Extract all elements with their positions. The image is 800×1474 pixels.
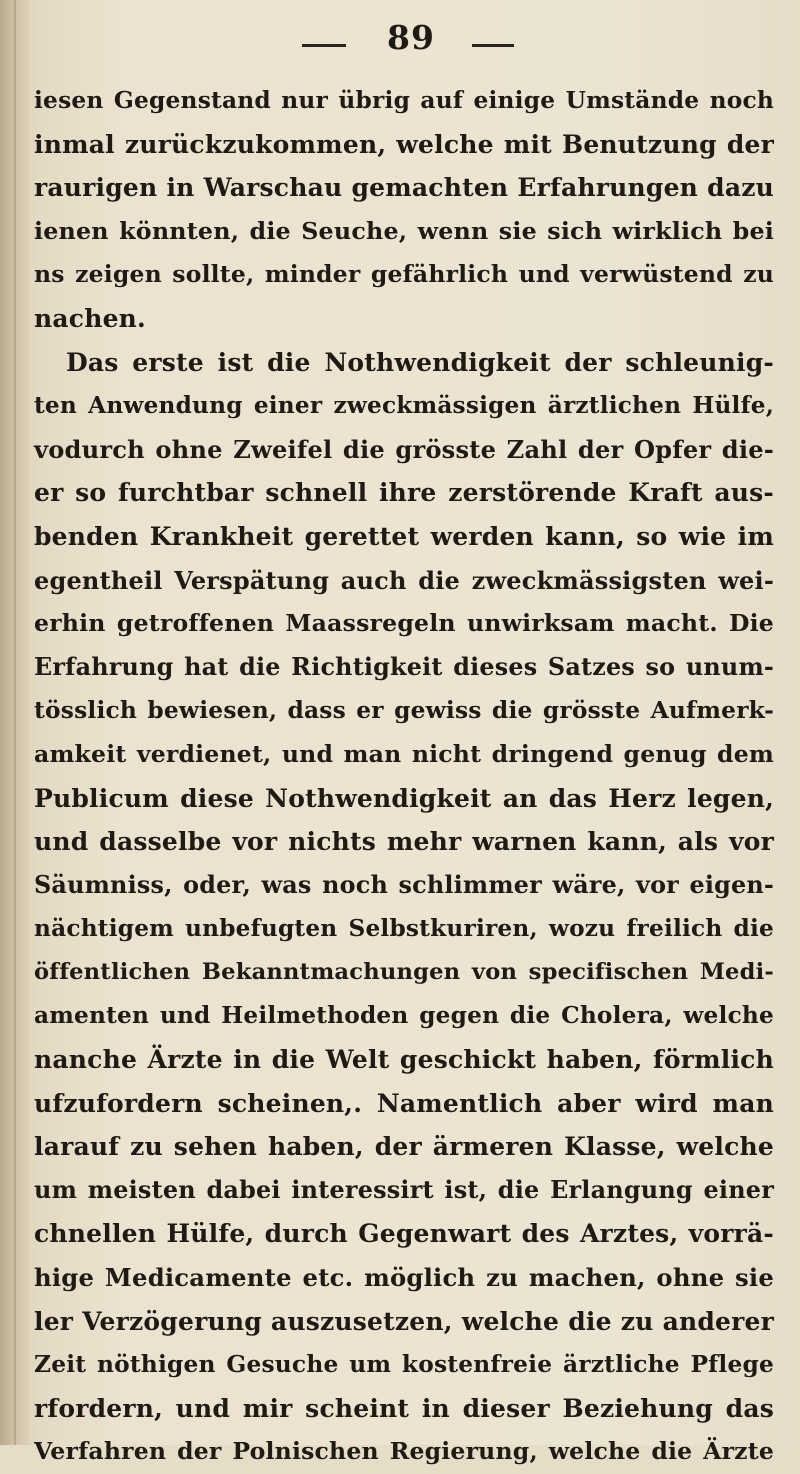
body-text <box>34 79 774 1474</box>
text-line: erhin getroffenen Maassregeln unwirksam macht. Die <box>34 609 774 638</box>
page-gutter <box>0 0 30 1445</box>
text-line: amkeit verdienet, und man nicht dringend genug dem <box>34 739 774 768</box>
text-line: ufzufordern scheinen,. Namentlich aber wird man <box>34 1088 774 1118</box>
text-line: Verfahren der Polnischen Regierung, welche die Ärzte <box>34 1437 774 1466</box>
text-line: amenten und Heilmethoden gegen die Cholera, welche <box>34 1002 774 1030</box>
text-line: vodurch ohne Zweifel die grösste Zahl der Opfer die- <box>34 434 774 464</box>
text-line: nanche Ärzte in die Welt geschickt haben, förmlich <box>34 1045 774 1075</box>
text-line: öffentlichen Bekanntmachungen von specifischen Medi- <box>34 958 774 985</box>
text-line: benden Krankheit gerettet werden kann, so wie im <box>34 521 774 551</box>
page-header <box>0 8 800 57</box>
text-line: hige Medicamente etc. möglich zu machen, ohne sie <box>34 1263 774 1293</box>
text-line: Säumniss, oder, was noch schlimmer wäre, vor eigen- <box>34 870 774 899</box>
text-line: rfordern, und mir scheint in dieser Beziehung das <box>34 1393 774 1423</box>
text-line: nächtigem unbefugten Selbstkuriren, wozu freilich die <box>34 915 774 943</box>
text-line: ns zeigen sollte, minder gefährlich und verwüstend zu <box>34 260 774 289</box>
text-line: tösslich bewiesen, dass er gewiss die grösste Aufmerk- <box>34 696 774 725</box>
text-line: Erfahrung hat die Richtigkeit dieses Satzes so unum- <box>34 652 774 681</box>
text-line: ienen könnten, die Seuche, wenn sie sich wirklich bei <box>34 216 774 245</box>
text-line: ten Anwendung einer zweckmässigen ärztlichen Hülfe, <box>34 392 774 420</box>
text-line: iesen Gegenstand nur übrig auf einige Umstände noch <box>34 87 774 114</box>
page-number: 89 <box>387 18 435 57</box>
text-line: Das erste ist die Nothwendigkeit der schleunig- <box>66 347 774 377</box>
text-line: nachen. <box>34 303 146 333</box>
text-line: er so furchtbar schnell ihre zerstörende Kraft aus- <box>34 478 774 508</box>
text-line: larauf zu sehen haben, der ärmeren Klasse, welche <box>34 1132 774 1162</box>
text-line: inmal zurückzukommen, welche mit Benutzung der <box>34 129 774 159</box>
text-line: um meisten dabei interessirt ist, die Erlangung einer <box>34 1175 774 1204</box>
text-line: ler Verzögerung auszusetzen, welche die zu anderer <box>34 1306 774 1336</box>
text-line: Publicum diese Nothwendigkeit an das Herz legen, <box>34 783 774 813</box>
text-line: egentheil Verspätung auch die zweckmässigsten wei- <box>34 565 774 595</box>
text-line: chnellen Hülfe, durch Gegenwart des Arztes, vorrä- <box>34 1219 774 1249</box>
gutter-shadow <box>14 0 16 1445</box>
text-line: raurigen in Warschau gemachten Erfahrungen dazu <box>34 173 774 203</box>
header-rule-right <box>472 44 514 47</box>
header-rule-left <box>302 44 346 47</box>
text-line: Zeit nöthigen Gesuche um kostenfreie ärztliche Pflege <box>34 1351 774 1379</box>
text-line: und dasselbe vor nichts mehr warnen kann, als vor <box>34 827 774 857</box>
